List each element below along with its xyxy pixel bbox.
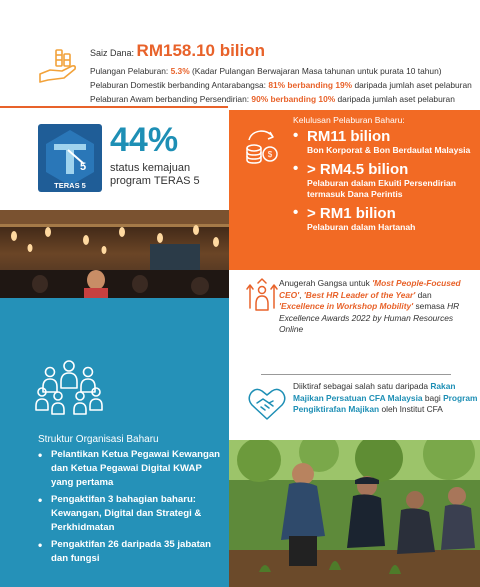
award-title-hr: 'Best HR Leader of the Year': [303, 289, 416, 300]
award-and: dan: [417, 289, 432, 300]
list-item: • Pengaktifan 26 daripada 35 jabatan dan fungsi: [38, 538, 223, 566]
teras-description: status kemajuan program TERAS 5: [110, 162, 200, 187]
public-value: 90% berbanding 10%: [251, 94, 336, 104]
cfa-partner: Rakan Majikan Persatuan CFA Malaysia: [293, 381, 456, 403]
investment-description: Pelaburan dalam Hartanah: [307, 222, 416, 232]
heart-handshake-icon: [247, 385, 287, 423]
svg-text:$: $: [267, 150, 273, 159]
tree-planting-image: [229, 440, 480, 587]
cfa-program: Program Pengiktirafan Majikan: [293, 392, 478, 414]
fund-divider: [0, 106, 228, 108]
list-item: [293, 161, 478, 200]
office-photo: [0, 210, 229, 298]
teras-logo-text: TERAS 5: [54, 181, 86, 190]
organization-structure: [0, 298, 229, 587]
returns-note: (Kadar Pulangan Berwajaran Masa tahunan untuk purata 10 tahun): [191, 66, 442, 76]
award-during: semasa: [415, 301, 445, 311]
domestic-row: [90, 78, 475, 92]
award-text: [279, 278, 474, 336]
award-event: HR Excellence Awards 2022 by Human Resources Online: [279, 301, 460, 334]
list-item: • Pelantikan Ketua Pegawai Kewangan dan Ketua Pegawai Digital KWAP yang pertama: [38, 448, 223, 490]
teras-percent: 44%: [110, 121, 179, 159]
organization-people-icon: [34, 358, 104, 418]
cfa-mid: bagi: [424, 392, 441, 403]
fund-size-row: [90, 40, 475, 64]
cfa-text: [293, 381, 478, 416]
investment-description: Bon Korporat & Bon Berdaulat Malaysia: [307, 145, 471, 155]
investment-label: Kelulusan Pelaburan Baharu:: [293, 115, 405, 125]
investment-description: Pelaburan dalam Ekuiti Persendirian termasuk Dana Perintis: [307, 178, 457, 199]
returns-value: 5.3%: [170, 66, 190, 76]
office-photo-image: [0, 210, 229, 298]
investment-amount: • RM11 bilion: [307, 128, 391, 145]
fund-summary: [0, 0, 480, 110]
tree-planting-photo: [229, 440, 480, 587]
cfa-recognition: [229, 375, 480, 440]
list-item: [293, 205, 478, 233]
award-title-ceo: 'Most People-Focused CEO': [279, 278, 461, 300]
award-intro: Anugerah Gangsa untuk: [279, 278, 370, 288]
structure-title: Struktur Organisasi Baharu: [38, 434, 159, 445]
fund-size-value: RM158.10 bilion: [136, 41, 266, 60]
investment-approvals: [229, 110, 480, 270]
returns-row: [90, 64, 475, 78]
public-label: Pelaburan Awam berbanding Persendirian:: [90, 94, 250, 104]
teras-5-logo: [38, 124, 102, 192]
investment-list: [293, 128, 478, 238]
award-comma: ,: [299, 289, 302, 300]
cfa-post: oleh Institut CFA: [381, 404, 443, 414]
domestic-note: daripada jumlah aset pelaburan: [354, 80, 472, 90]
domestic-value: 81% berbanding 19%: [268, 80, 353, 90]
person-growth-icon: [245, 278, 279, 314]
svg-text:5: 5: [80, 161, 87, 173]
list-item: • Pengaktifan 3 bahagian baharu: Kewangan, Digital dan Strategi & Perkhidmatan: [38, 493, 223, 535]
public-row: [90, 92, 475, 106]
award-title-mobility: 'Excellence in Workshop Mobility': [279, 301, 414, 311]
list-item: [293, 128, 478, 156]
award-section: [229, 270, 480, 370]
public-note: daripada jumlah aset pelaburan: [337, 94, 455, 104]
cfa-intro: Diiktiraf sebagai salah satu daripada: [293, 381, 429, 391]
domestic-label: Pelaburan Domestik berbanding Antarabangsa:: [90, 80, 266, 90]
hand-coins-icon: [36, 44, 80, 88]
fund-size-label: Saiz Dana:: [90, 48, 135, 58]
structure-list: [38, 448, 223, 569]
teras-progress: [0, 110, 229, 210]
investment-amount: • > RM4.5 bilion: [307, 161, 409, 178]
coin-cycle-icon: [241, 126, 281, 170]
investment-amount: • > RM1 bilion: [307, 205, 396, 222]
returns-label: Pulangan Pelaburan:: [90, 66, 169, 76]
